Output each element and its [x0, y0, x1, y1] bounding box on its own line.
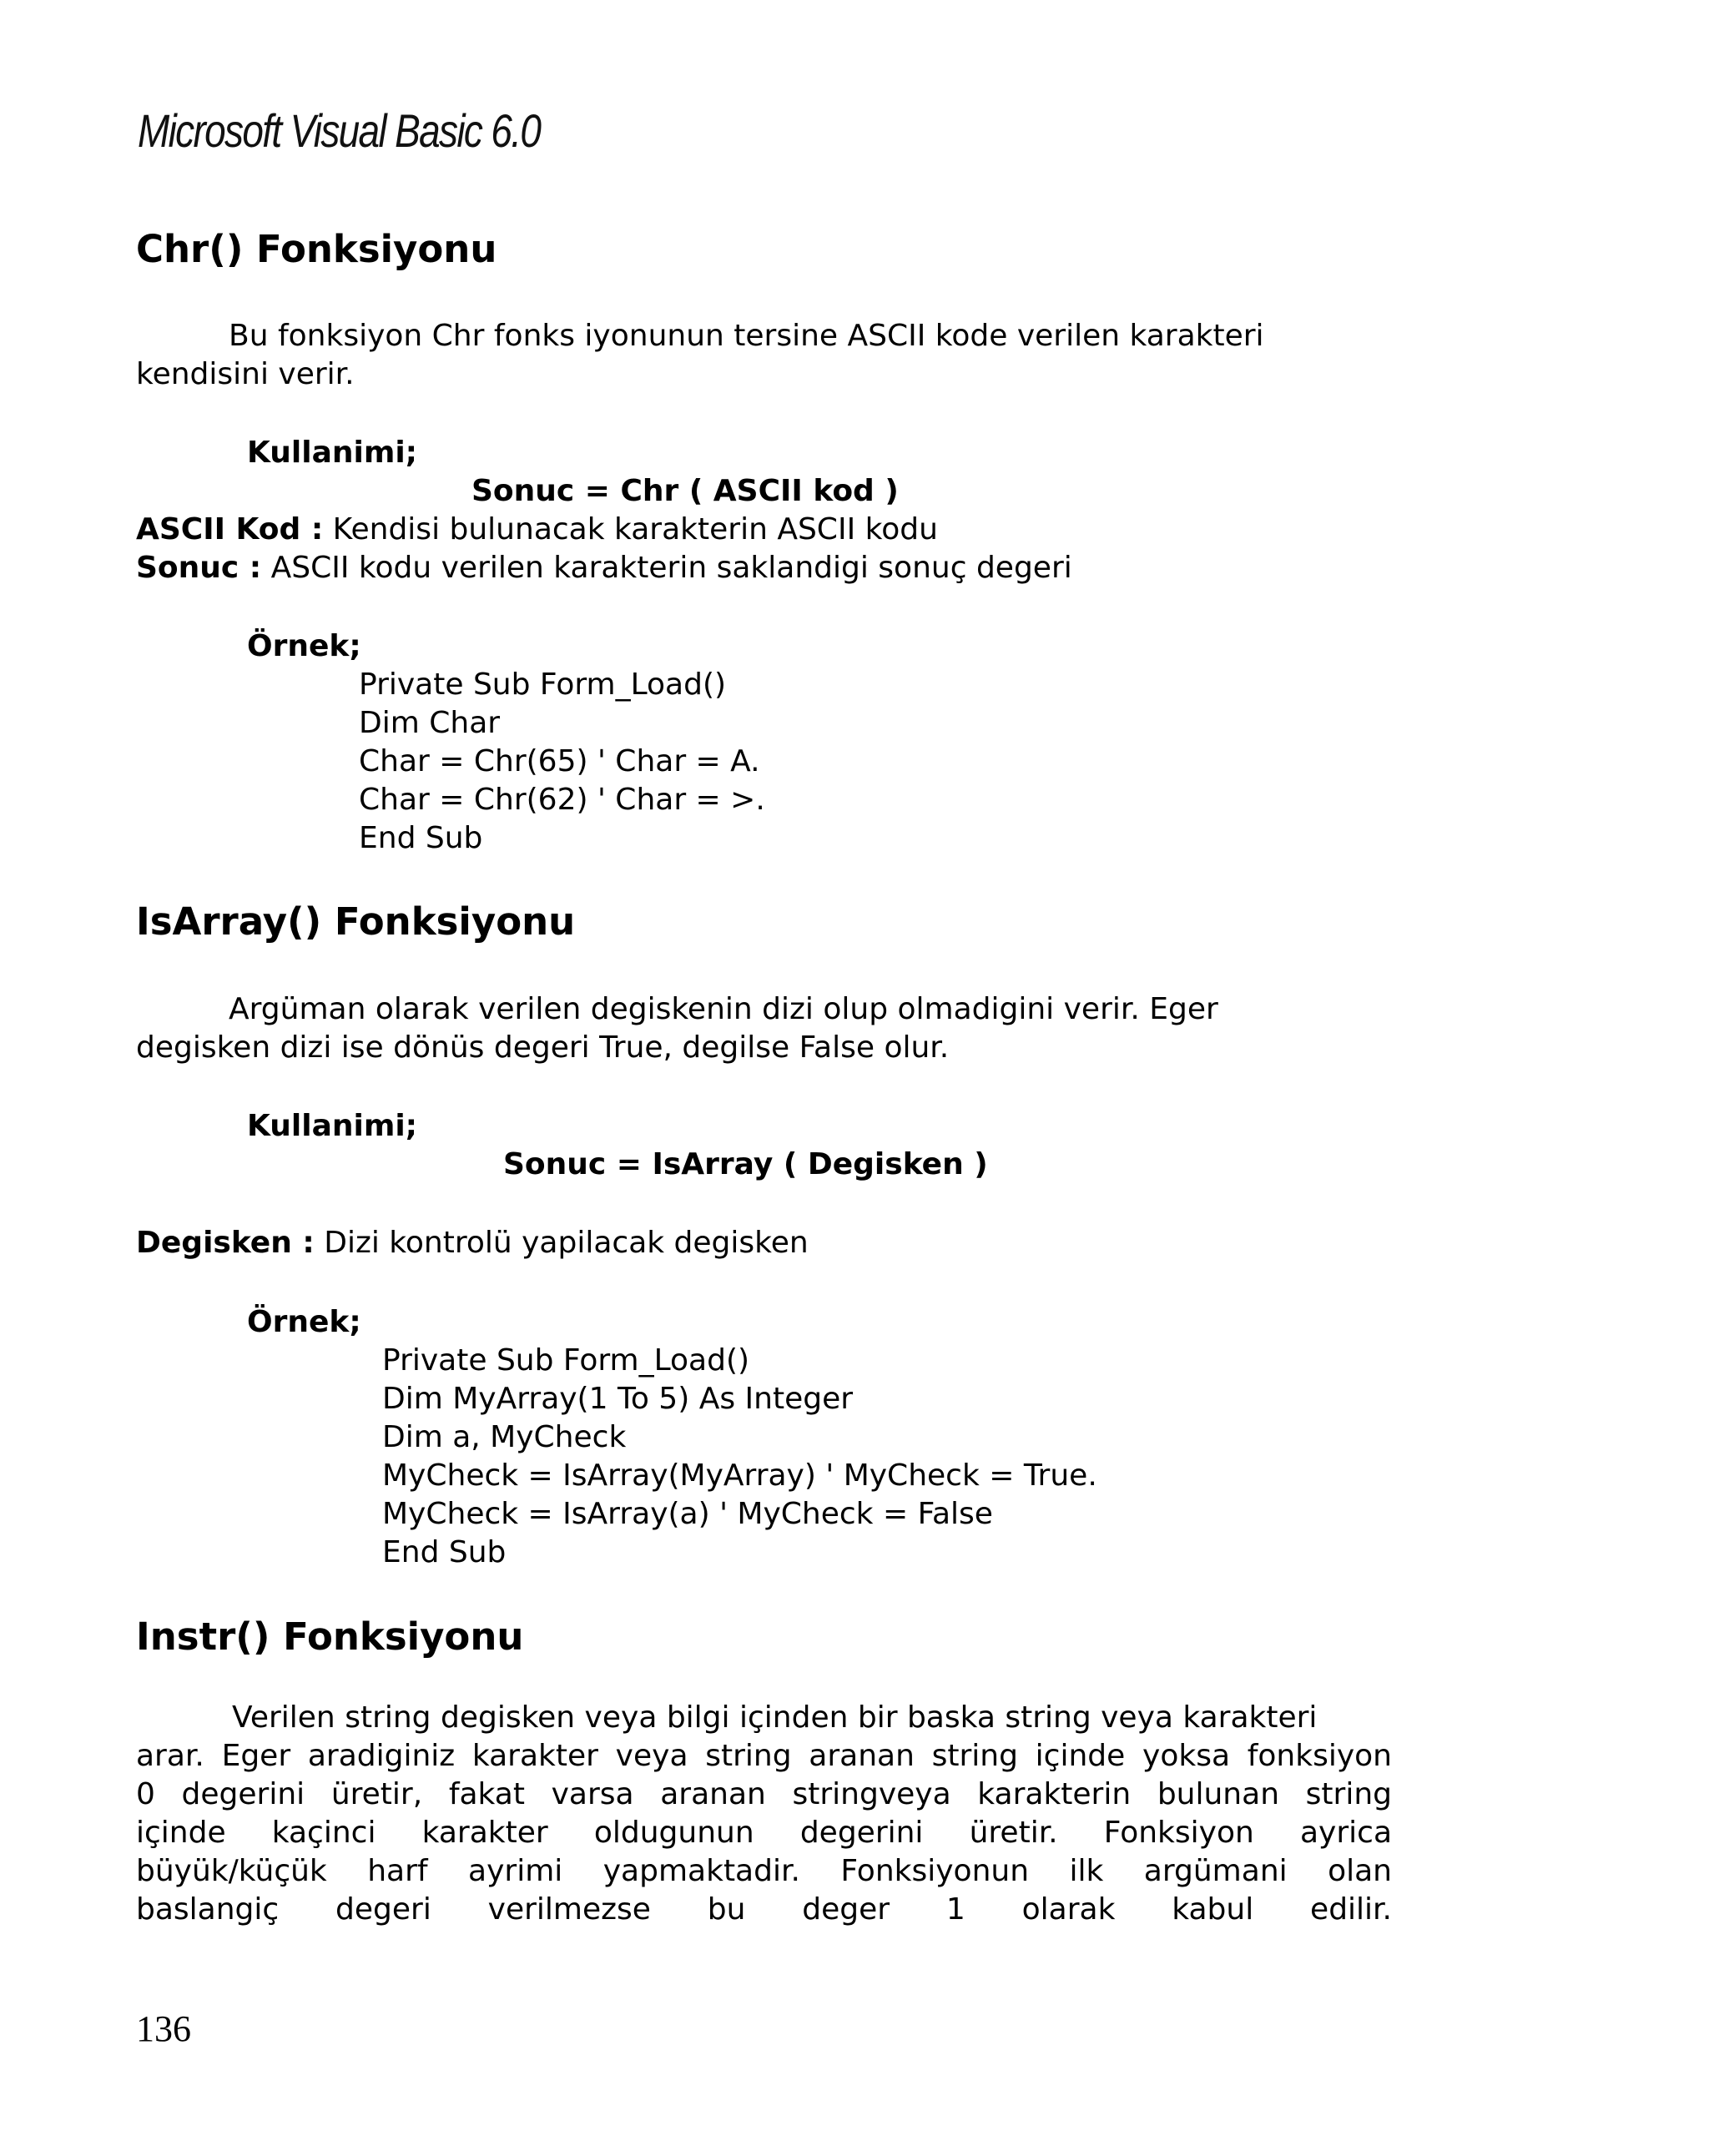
instr-body-line-2: arar. Eger aradiginiz karakter veya string aranan string içinde yoksa fonksiyon — [136, 1739, 1392, 1773]
isarray-code-line: MyCheck = IsArray(MyArray) ' MyCheck = True. — [382, 1458, 1097, 1493]
isarray-usage-label: Kullanimi; — [247, 1109, 418, 1143]
instr-body-line-5: büyük/küçük harf ayrimi yapmaktadir. Fonksiyonun ilk argümani olan — [136, 1854, 1392, 1888]
chr-intro-line-2: kendisini verir. — [136, 357, 355, 391]
param-desc: ASCII kodu verilen karakterin saklandigi sonuç degeri — [261, 551, 1072, 585]
isarray-code-line: MyCheck = IsArray(a) ' MyCheck = False — [382, 1497, 993, 1531]
chr-code-line: Char = Chr(65) ' Char = A. — [359, 744, 760, 778]
isarray-intro-line-2: degisken dizi ise dönüs degeri True, degilse False olur. — [136, 1030, 950, 1065]
chr-example-label: Örnek; — [247, 629, 361, 663]
param-name: ASCII Kod : — [136, 512, 324, 547]
isarray-param-degisken — [136, 1224, 809, 1262]
isarray-code-line: Private Sub Form_Load() — [382, 1343, 750, 1378]
isarray-example-label: Örnek; — [247, 1305, 361, 1339]
isarray-code-line: Dim MyArray(1 To 5) As Integer — [382, 1382, 854, 1416]
chr-code-line: Private Sub Form_Load() — [359, 667, 727, 702]
param-name: Degisken : — [136, 1226, 315, 1260]
running-title: Microsoft Visual Basic 6.0 — [138, 104, 541, 157]
instr-body-line-3: 0 degerini üretir, fakat varsa aranan stringveya karakterin bulunan string — [136, 1777, 1392, 1811]
instr-body-line-6: baslangiç degeri verilmezse bu deger 1 olarak kabul edilir. — [136, 1892, 1392, 1927]
section-heading-instr: Instr() Fonksiyonu — [136, 1614, 524, 1659]
param-desc: Kendisi bulunacak karakterin ASCII kodu — [323, 512, 938, 547]
section-heading-chr: Chr() Fonksiyonu — [136, 227, 497, 271]
isarray-code-line: Dim a, MyCheck — [382, 1420, 627, 1454]
chr-code-line: End Sub — [359, 821, 483, 855]
chr-code-line: Char = Chr(62) ' Char = >. — [359, 783, 765, 817]
chr-param-ascii — [136, 511, 938, 549]
chr-param-sonuc — [136, 549, 1072, 587]
isarray-syntax: Sonuc = IsArray ( Degisken ) — [503, 1147, 988, 1181]
instr-body-line-4: içinde kaçinci karakter oldugunun degerini üretir. Fonksiyon ayrica — [136, 1816, 1392, 1850]
page-number: 136 — [136, 2008, 191, 2049]
param-name: Sonuc : — [136, 551, 262, 585]
chr-intro-line-1: Bu fonksiyon Chr fonks iyonunun tersine ASCII kode verilen karakteri — [229, 319, 1264, 353]
isarray-code-line: End Sub — [382, 1535, 507, 1569]
chr-code-line: Dim Char — [359, 706, 501, 740]
section-heading-isarray: IsArray() Fonksiyonu — [136, 899, 576, 944]
chr-usage-label: Kullanimi; — [247, 436, 418, 470]
param-desc: Dizi kontrolü yapilacak degisken — [314, 1226, 809, 1260]
instr-body-line-1: Verilen string degisken veya bilgi içinden bir baska string veya karakteri — [232, 1700, 1318, 1735]
isarray-intro-line-1: Argüman olarak verilen degiskenin dizi olup olmadigini verir. Eger — [229, 992, 1218, 1026]
chr-syntax: Sonuc = Chr ( ASCII kod ) — [471, 474, 899, 508]
